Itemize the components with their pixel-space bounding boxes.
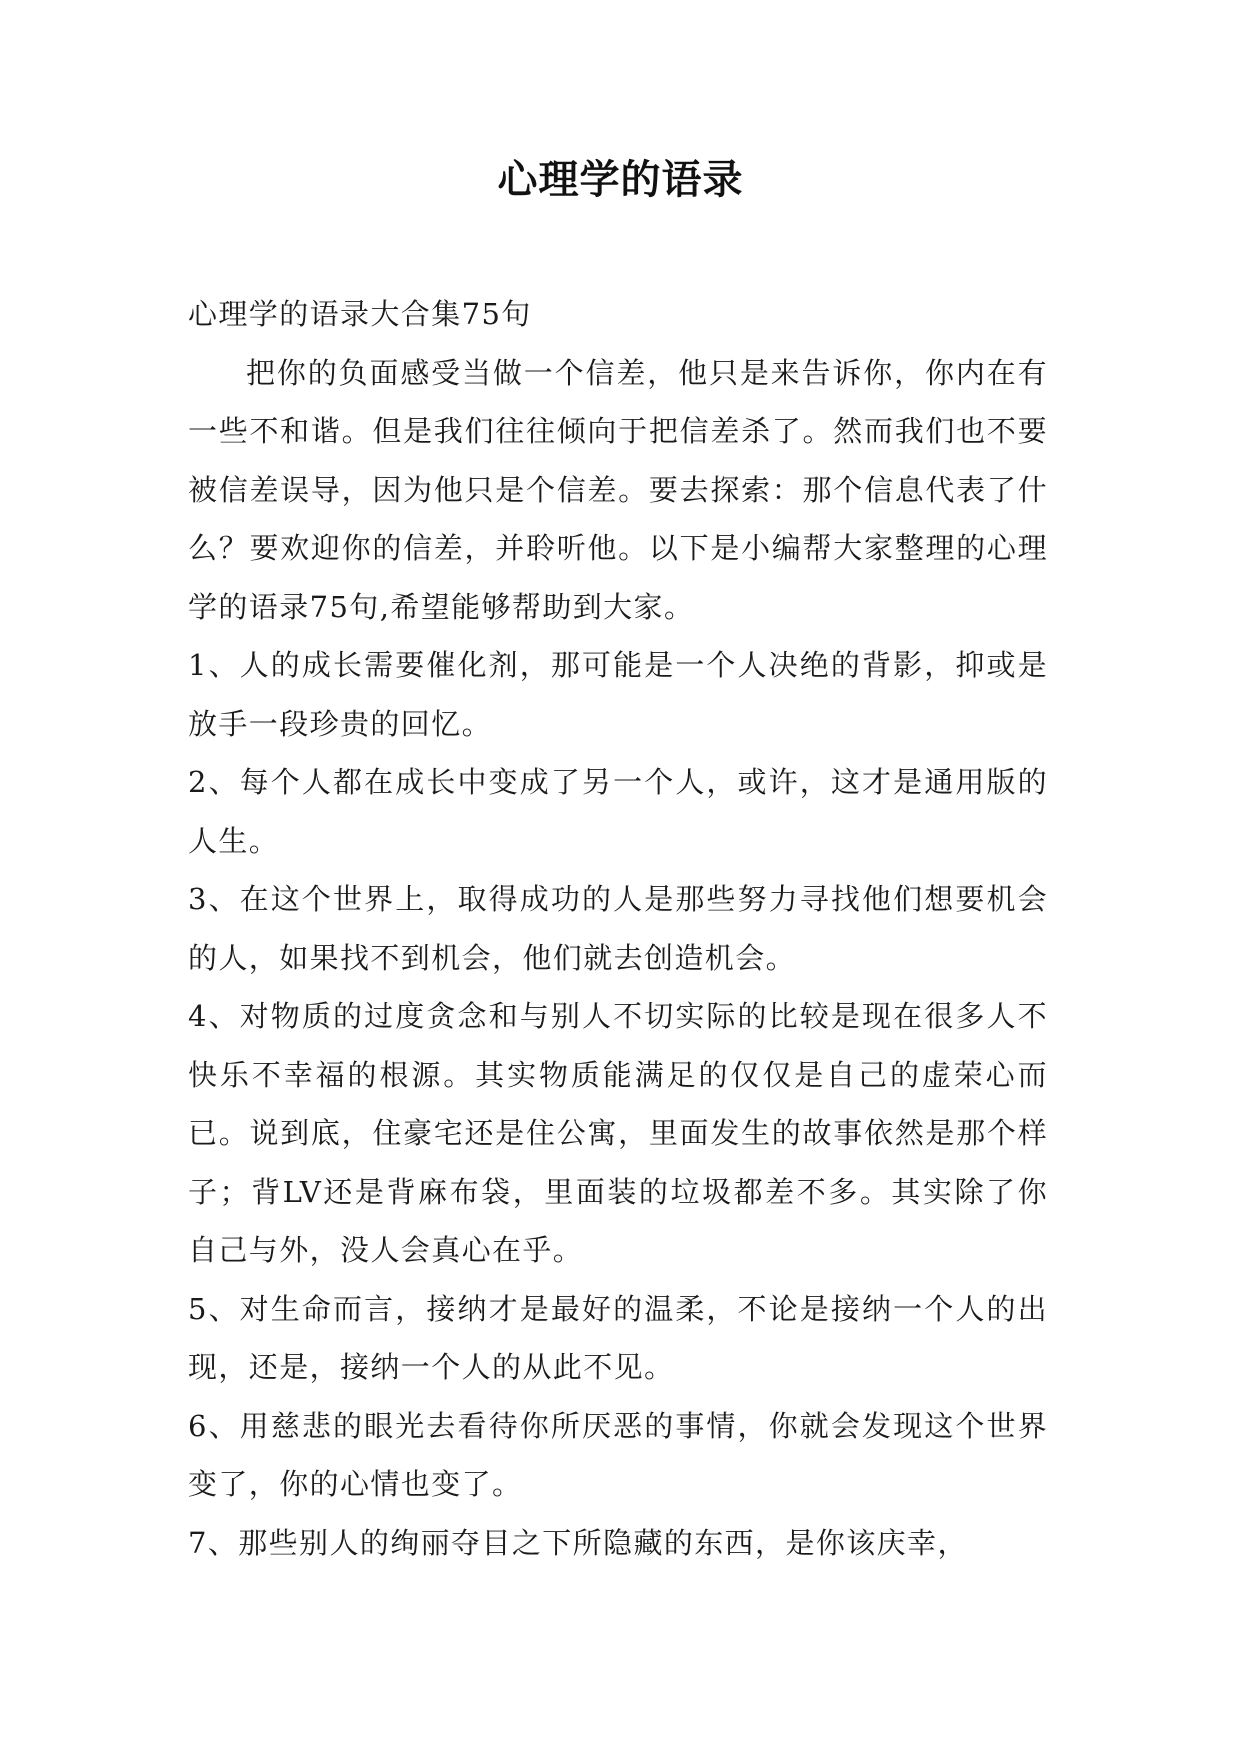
- quote-item: 1、人的成长需要催化剂，那可能是一个人决绝的背影，抑或是放手一段珍贵的回忆。: [188, 648, 1048, 741]
- document-body: [188, 285, 1048, 1572]
- quote-item: 6、用慈悲的眼光去看待你所厌恶的事情，你就会发现这个世界变了，你的心情也变了。: [188, 1408, 1048, 1501]
- quote-item: 5、对生命而言，接纳才是最好的温柔，不论是接纳一个人的出现，还是，接纳一个人的从此不见。: [188, 1291, 1048, 1384]
- quote-item: 4、对物质的过度贪念和与别人不切实际的比较是现在很多人不快乐不幸福的根源。其实物质能满足的仅仅是自己的虚荣心而已。说到底，住豪宅还是住公寓，里面发生的故事依然是那个样子；背LV还是背麻布袋，里面装的垃圾都差不多。其实除了你自己与外，没人会真心在乎。: [188, 999, 1048, 1267]
- intro-paragraph: 把你的负面感受当做一个信差，他只是来告诉你，你内在有一些不和谐。但是我们往往倾向于把信差杀了。然而我们也不要被信差误导，因为他只是个信差。要去探索：那个信息代表了什么？要欢迎你的信差，并聆听他。以下是小编帮大家整理的心理学的语录75句,希望能够帮助到大家。: [188, 355, 1048, 624]
- document-title: 心理学的语录: [497, 157, 744, 203]
- document-subtitle: 心理学的语录大合集75句: [188, 297, 532, 331]
- quote-item: 7、那些别人的绚丽夺目之下所隐藏的东西，是你该庆幸，: [188, 1525, 968, 1560]
- quote-item: 3、在这个世界上，取得成功的人是那些努力寻找他们想要机会的人，如果找不到机会，他们就去创造机会。: [188, 882, 1048, 975]
- quote-item: 2、每个人都在成长中变成了另一个人，或许，这才是通用版的人生。: [188, 765, 1048, 858]
